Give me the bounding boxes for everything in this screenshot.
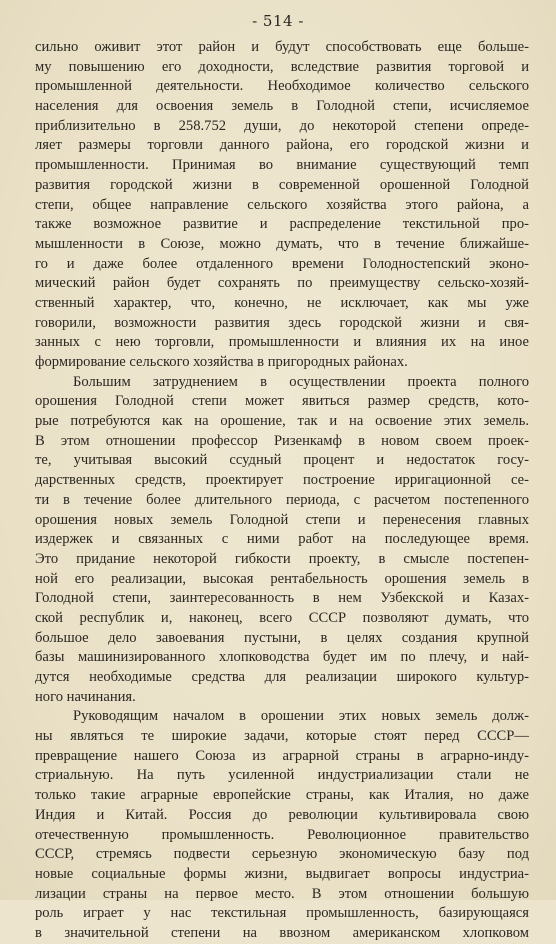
text-line: лизации страны на первое место. В этом отношении большую <box>35 885 529 902</box>
text-line: СССР, стремясь подвести серьезную экономическую базу под <box>35 846 529 863</box>
text-line: му повышению его доходности, вследствие развития торговой и <box>35 58 529 75</box>
text-line: населения для освоения земель в Голодной степи, исчисляемое <box>35 98 529 115</box>
paragraph <box>35 707 529 943</box>
text-line: отечественную промышленность. Революционное правительство <box>35 826 529 843</box>
text-line: го и даже более отдаленного времени Голодностепский эконо- <box>35 255 529 272</box>
text-line: В этом отношении профессор Ризенкамф в новом своем проек- <box>35 432 529 449</box>
text-line: Это придание некоторой гибкости проекту, в смысле постепен- <box>35 550 529 567</box>
text-line: Голодной степи, заинтересованность в нем Узбекской и Казах- <box>35 590 529 607</box>
text-line: орошения Голодной степи может явиться размер средств, кото- <box>35 393 529 410</box>
text-line: дутся необходимые средства для реализации широкого культур- <box>35 669 529 685</box>
text-line: Руководящим началом в орошении этих новых земель долж- <box>73 708 529 725</box>
page-number: - 514 - <box>252 12 304 30</box>
text-line: ской республик и, наконец, всего СССР позволяют думать, что <box>35 609 529 626</box>
text-line: промышленности. Принимая во внимание существующий темп <box>35 157 529 174</box>
text-line: мышленности в Союзе, можно думать, что в течение ближайше- <box>35 235 529 252</box>
text-line: ти в течение более длительного периода, с расчетом постепенного <box>35 491 529 508</box>
text-line: Большим затруднением в осуществлении проекта полного <box>73 373 529 390</box>
text-line: ственный характер, что, конечно, не исключает, как мы уже <box>35 294 529 311</box>
text-line: новые социальные формы жизни, выдвигает вопросы индустриа- <box>35 865 529 882</box>
text-line: также возможное развитие и распределение текстильной про- <box>35 216 529 233</box>
paragraph <box>35 38 529 373</box>
text-line: те, учитывая высокий ссудный процент и недостаток госу- <box>35 452 529 469</box>
text-line: формирование сельского хозяйства в пригородных районах. <box>35 354 408 370</box>
text-line: ного начинания. <box>35 688 136 705</box>
text-line: большое дело завоевания пустыни, в целях создания крупной <box>35 629 529 646</box>
text-line: занных с нею торговли, промышленности и влияния их на иное <box>35 334 529 351</box>
text-line: говорили, возможности развития здесь городской жизни и свя- <box>35 314 529 331</box>
text-line: только такие аграрные европейские страны, как Италия, но даже <box>35 787 529 804</box>
text-line: в значительной степени на ввозном американском хлопковом <box>35 924 529 941</box>
text-line: Индия и Китай. Россия до революции культивировала свою <box>35 806 529 823</box>
text-line: сильно оживит этот район и будут способствовать еще больше- <box>35 39 529 55</box>
text-line: орошения новых земель Голодной степи и перенесения главных <box>35 511 529 528</box>
text-line: развития городской жизни в современной орошенной Голодной <box>35 176 529 193</box>
paragraph <box>35 373 529 708</box>
text-line: промышленной деятельности. Необходимое количество сельского <box>35 78 529 95</box>
text-line: ной его реализации, высокая рентабельность орошения земель в <box>35 570 529 587</box>
text-line: превращение нашего Союза из аграрной страны в аграрно-инду- <box>35 747 529 764</box>
text-line: роль играет у нас текстильная промышленность, базирующаяся <box>35 905 529 922</box>
text-line: стриальную. На путь усиленной индустриализации стали не <box>35 767 529 784</box>
text-line: дарственных средств, проектирует построение ирригационной се- <box>35 472 529 489</box>
body-text <box>35 38 529 944</box>
text-line: приблизительно в 258.752 души, до некоторой степени опреде- <box>35 117 529 134</box>
text-line: рые потребуются как на орошение, так и на освоение этих земель. <box>35 413 529 430</box>
text-line: издержек и связанных с ними работ на последующее время. <box>35 531 529 548</box>
text-line: степи, общее направление сельского хозяйства этого района, а <box>35 196 529 213</box>
text-line: ны являться те широкие задачи, которые стоят перед СССР— <box>35 728 529 745</box>
text-line: мический район будет сохранять по преимуществу сельско-хозяй- <box>35 275 529 292</box>
text-line: базы машинизированного хлопководства будет им по плечу, и най- <box>35 649 529 666</box>
text-line: ляет размеры торговли данного района, его городской жизни и <box>35 137 529 154</box>
